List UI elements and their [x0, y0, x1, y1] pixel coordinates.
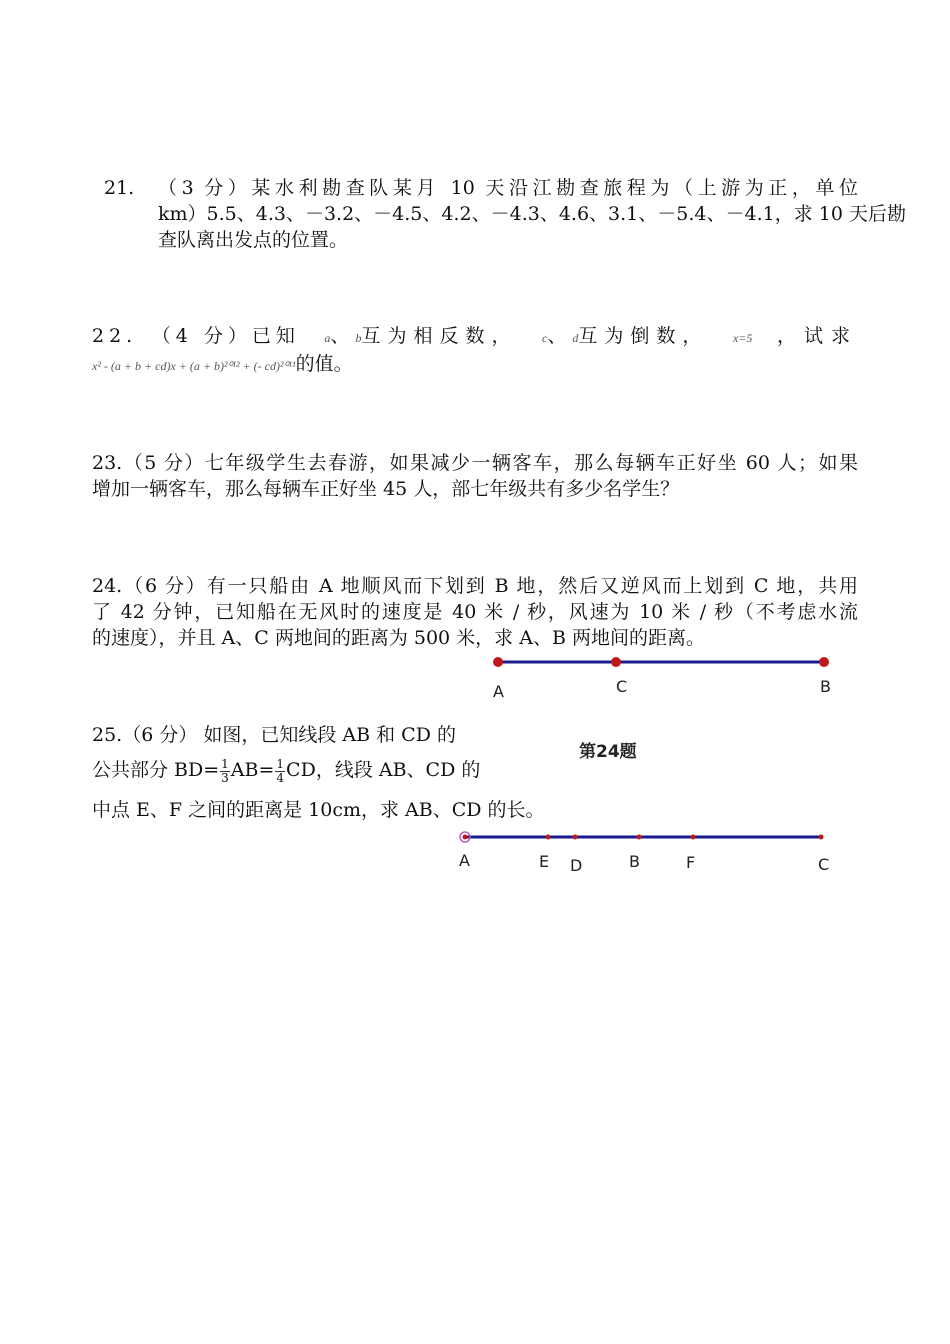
- var-c: c: [542, 331, 548, 345]
- point-a-dot-25: [460, 832, 470, 842]
- point-d-dot: [573, 835, 578, 840]
- question-25-line-3: 中点 E、F 之间的距离是 10cm，求 AB、CD 的长。: [92, 799, 545, 821]
- var-a: a: [324, 331, 331, 345]
- label-c-25: C: [818, 855, 830, 874]
- fraction-denominator: 4: [276, 770, 285, 785]
- question-21-number: 21.: [104, 177, 135, 199]
- question-25-text-c: CD，线段 AB、CD 的: [286, 759, 481, 781]
- question-22-intro: 22. （4 分）已知: [92, 325, 300, 347]
- question-21-line-3: 查队离出发点的位置。: [158, 229, 349, 251]
- var-b: b: [355, 331, 362, 345]
- label-a-25: A: [459, 851, 470, 870]
- question-24-line-2: 了 42 分钟，已知船在无风时的速度是 40 米 / 秒，风速为 10 米 / 秒（不考虑水流: [92, 601, 858, 623]
- question-24-line-1: 24.（6 分）有一只船由 A 地顺风而下划到 B 地，然后又逆风而上划到 C 地，共用: [92, 575, 858, 597]
- question-25-line-2: [92, 757, 480, 785]
- question-22-ab: [324, 323, 517, 352]
- separator: 、: [547, 325, 567, 347]
- label-b-25: B: [629, 852, 640, 871]
- point-f-dot: [691, 835, 696, 840]
- label-f-25: F: [686, 853, 696, 872]
- label-c-24: C: [616, 677, 628, 696]
- question-22-end: 的值。: [295, 353, 353, 375]
- figure-24-caption: 第24题: [579, 742, 637, 762]
- point-a-dot: [493, 657, 503, 667]
- fraction-numerator: 1: [221, 756, 229, 771]
- question-25-text-b: AB=: [230, 759, 275, 781]
- label-e-25: E: [539, 852, 550, 871]
- point-c-dot-25: [819, 835, 824, 840]
- point-b-dot: [819, 657, 829, 667]
- fraction-denominator: 3: [221, 770, 229, 785]
- fraction-one-quarter: [275, 758, 285, 785]
- question-22-line-2: [92, 351, 353, 380]
- question-22-cd: [542, 323, 708, 352]
- question-24-line-3: 的速度），并且 A、C 两地间的距离为 500 米，求 A、B 两地间的距离。: [92, 627, 705, 649]
- text-reciprocal: 互为倒数，: [578, 325, 709, 347]
- label-b-24: B: [820, 677, 831, 696]
- question-21-line-1: （3 分）某水利勘查队某月 10 天沿江勘查旅程为（上游为正，单位: [158, 177, 858, 199]
- x-value: x=5: [732, 331, 753, 345]
- point-c-dot: [611, 657, 621, 667]
- question-22-line-1: [92, 323, 858, 352]
- question-25-line-1: 25.（6 分） 如图，已知线段 AB 和 CD 的: [92, 724, 456, 746]
- fraction-one-third: [220, 758, 230, 785]
- text-opposite: 互为相反数，: [361, 325, 518, 347]
- point-a-center-25: [463, 835, 468, 840]
- label-a-24: A: [493, 682, 504, 701]
- fraction-numerator: 1: [276, 756, 285, 771]
- point-b-dot-25: [637, 835, 642, 840]
- label-d-25: D: [570, 856, 583, 875]
- question-21-line-2: km）5.5、4.3、－3.2、－4.5、4.2、－4.3、4.6、3.1、－5.4、－4.1，求 10 天后勘: [158, 203, 906, 225]
- text-try: ，试求: [776, 325, 858, 347]
- question-22-expression: x² - (a + b + cd)x + (a + b)²⁰¹² + (- cd)²⁰¹¹: [92, 359, 296, 373]
- question-23-line-1: 23.（5 分）七年级学生去春游，如果减少一辆客车，那么每辆车正好坐 60 人；如果: [92, 452, 858, 474]
- question-23-line-2: 增加一辆客车，那么每辆车正好坐 45 人，部七年级共有多少名学生？: [92, 478, 680, 500]
- separator: 、: [330, 325, 350, 347]
- var-d: d: [572, 331, 579, 345]
- point-e-dot: [546, 835, 551, 840]
- question-25-text-a: 公共部分 BD=: [92, 759, 220, 781]
